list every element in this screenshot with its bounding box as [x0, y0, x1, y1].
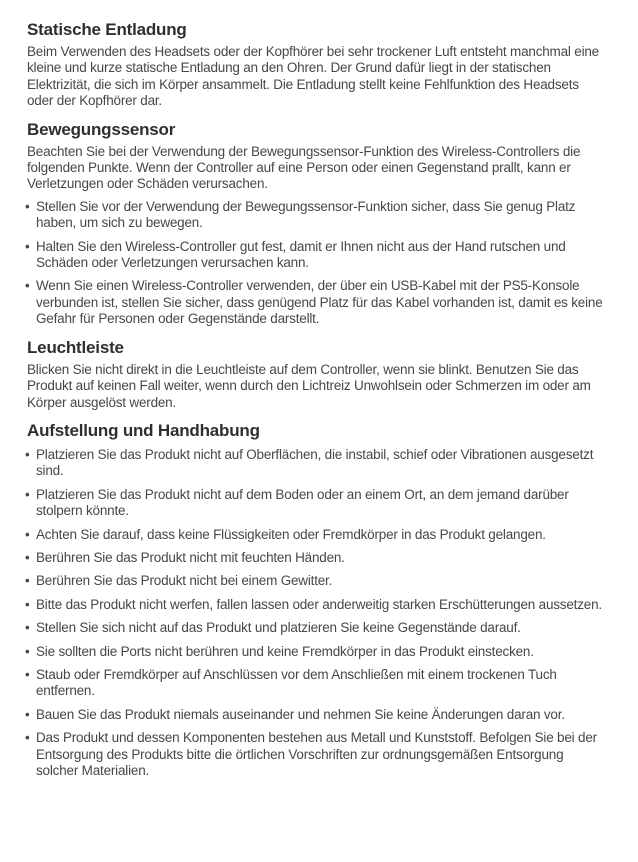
section-paragraph: Blicken Sie nicht direkt in die Leuchtleiste auf dem Controller, wenn sie blinkt. Benutzen Sie das Produkt auf keinen Fall weiter, wenn durch den Lichtreiz Unwohlsein oder Schmerzen im oder am Körper ausgelöst werden. [27, 361, 591, 410]
list-item [25, 278, 603, 327]
section-heading: Statische Entladung [27, 20, 187, 39]
list-item-text: Platzieren Sie das Produkt nicht auf dem Boden oder an einem Ort, an dem jemand darüber stolpern könnte. [36, 486, 569, 519]
section-statische-entladung [27, 19, 607, 110]
list-item [25, 550, 603, 566]
list-item [25, 644, 603, 660]
list-item-text: Achten Sie darauf, dass keine Flüssigkeiten oder Fremdkörper in das Produkt gelangen. [36, 526, 546, 542]
list-item-text: Stellen Sie sich nicht auf das Produkt und platzieren Sie keine Gegenstände darauf. [36, 620, 521, 636]
list-item [25, 667, 603, 700]
bullet-list [25, 447, 603, 780]
list-item [25, 447, 603, 480]
list-item [25, 239, 603, 272]
list-item-text: Wenn Sie einen Wireless-Controller verwenden, der über ein USB-Kabel mit der PS5-Konsole verbunden ist, stellen Sie sicher, dass genügend Platz für das Kabel vorhanden ist, damit es keine Gefahr für Personen oder Gegenstände darstellt. [36, 278, 603, 327]
list-item-text: Bitte das Produkt nicht werfen, fallen lassen oder anderweitig starken Erschütterungen aussetzen. [36, 596, 602, 612]
list-item [25, 707, 603, 723]
section-paragraph: Beim Verwenden des Headsets oder der Kopfhörer bei sehr trockener Luft entsteht manchmal eine kleine und kurze statische Entladung an den Ohren. Der Grund dafür liegt in der statischen Elektrizität, die sich im Körper ansammelt. Die Entladung stellt keine Fehlfunktion des Headsets oder der Kopfhörer dar. [27, 44, 599, 109]
list-item-text: Stellen Sie vor der Verwendung der Bewegungssensor-Funktion sicher, dass Sie genug Platz haben, um sich zu bewegen. [36, 198, 576, 231]
section-heading: Leuchtleiste [27, 337, 124, 357]
list-item-text: Berühren Sie das Produkt nicht bei einem Gewitter. [36, 573, 333, 589]
list-item-text: Staub oder Fremdkörper auf Anschlüssen vor dem Anschließen mit einem trockenen Tuch entfernen. [36, 666, 557, 699]
section-heading: Bewegungssensor [27, 119, 176, 139]
list-item-text: Halten Sie den Wireless-Controller gut fest, damit er Ihnen nicht aus der Hand rutschen und Schäden oder Verletzungen verursachen kann. [36, 238, 566, 271]
list-item [25, 597, 603, 613]
list-item [25, 527, 603, 543]
list-item-text: Platzieren Sie das Produkt nicht auf Oberflächen, die instabil, schief oder Vibrationen ausgesetzt sind. [36, 446, 594, 479]
section-heading: Aufstellung und Handhabung [27, 420, 260, 440]
section-aufstellung-und-handhabung [27, 420, 607, 780]
list-item [25, 199, 603, 232]
list-item-text: Bauen Sie das Produkt niemals auseinander und nehmen Sie keine Änderungen daran vor. [36, 706, 565, 722]
section-leuchtleiste [27, 337, 607, 411]
list-item [25, 730, 603, 779]
section-bewegungssensor [27, 119, 607, 328]
list-item [25, 573, 603, 589]
list-item-text: Das Produkt und dessen Komponenten bestehen aus Metall und Kunststoff. Befolgen Sie bei der Entsorgung des Produkts bitte die örtlichen Vorschriften zur ordnungsgemäßen Entsorgung solcher Materialien. [36, 730, 597, 778]
list-item-text: Berühren Sie das Produkt nicht mit feuchten Händen. [36, 549, 345, 565]
list-item-text: Sie sollten die Ports nicht berühren und keine Fremdkörper in das Produkt einstecken. [36, 643, 534, 659]
section-paragraph: Beachten Sie bei der Verwendung der Bewegungssensor-Funktion des Wireless-Controllers die folgenden Punkte. Wenn der Controller auf eine Person oder einen Gegenstand prallt, kann er Verletzungen oder Schäden verursachen. [27, 143, 581, 192]
list-item [25, 620, 603, 636]
bullet-list [25, 199, 603, 328]
list-item [25, 487, 603, 520]
